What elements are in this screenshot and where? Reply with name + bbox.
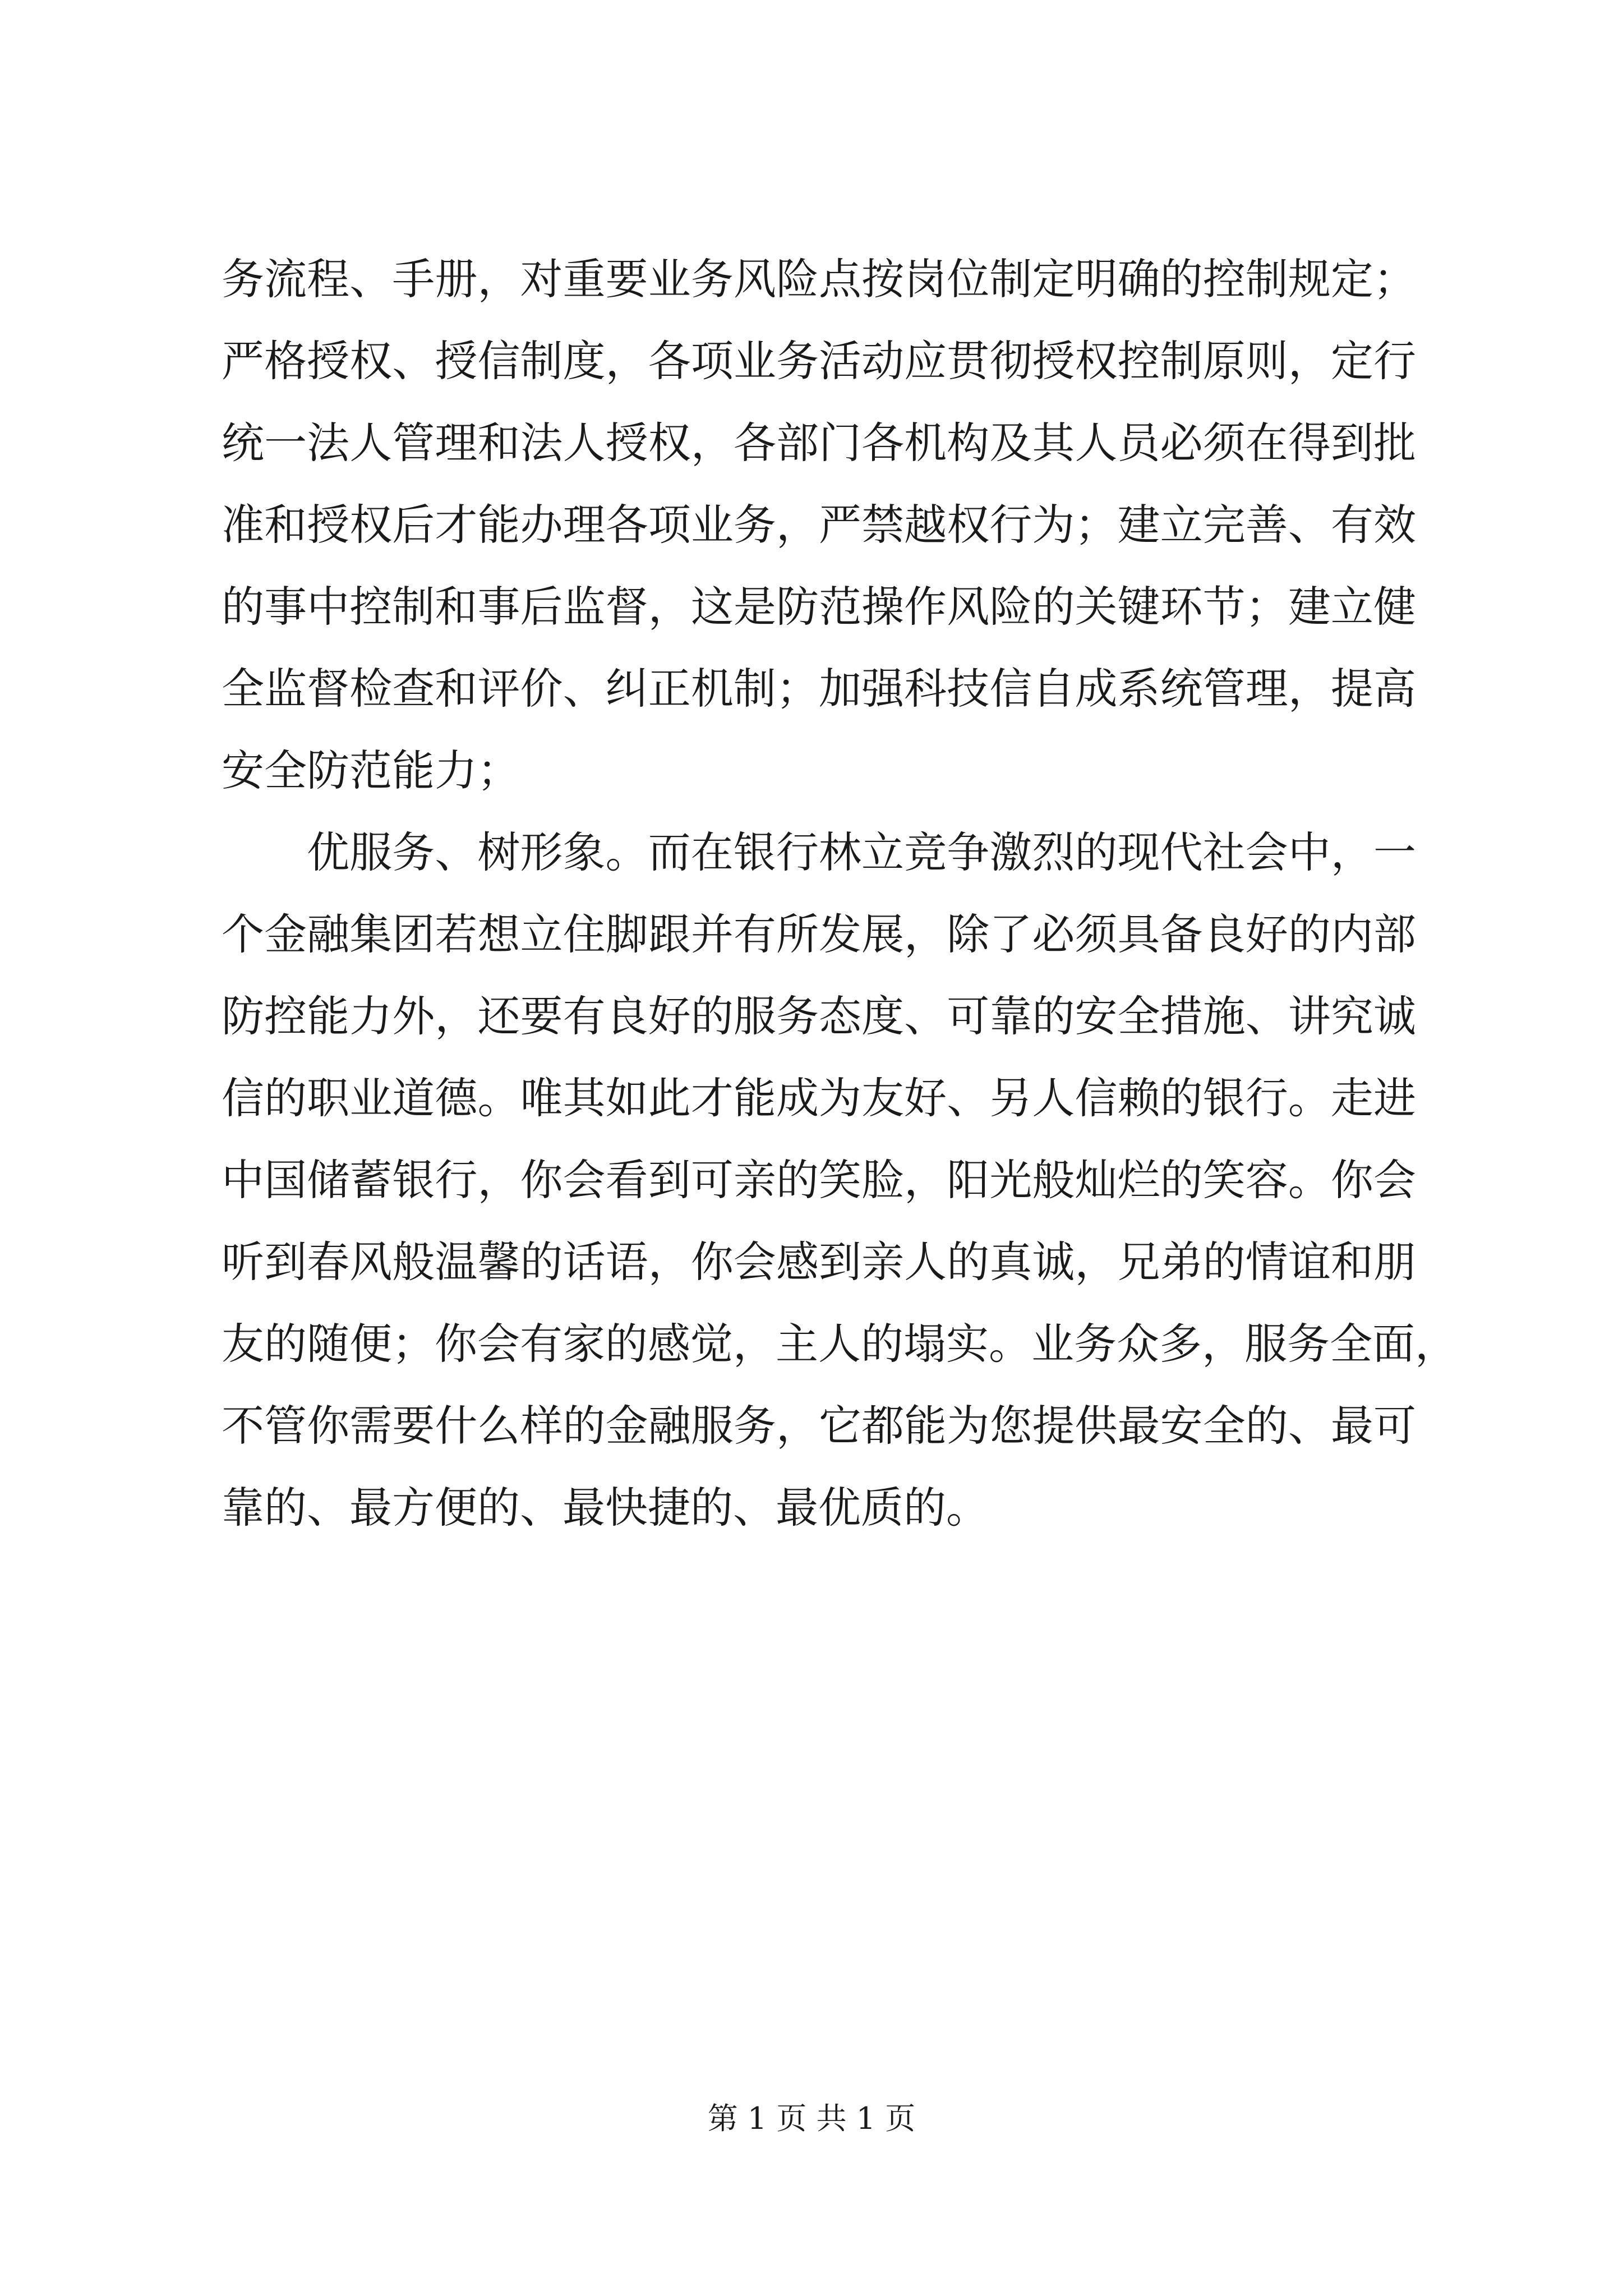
text-line: 安全防范能力；: [222, 746, 520, 795]
text-line: 靠的、最方便的、最快捷的、最优质的。: [222, 1483, 989, 1533]
text-line: 防控能力外，还要有良好的服务态度、可靠的安全措施、讲究诚: [222, 991, 1416, 1041]
text-line: 统一法人管理和法人授权，各部门各机构及其人员必须在得到批: [222, 418, 1416, 468]
text-line: 全监督检查和评价、纠正机制；加强科技信自成系统管理，提高: [222, 664, 1416, 714]
text-line: 个金融集团若想立住脚跟并有所发展，除了必须具备良好的内部: [222, 909, 1416, 959]
paragraph-1: [222, 238, 1416, 812]
text-line: 听到春风般温馨的话语，你会感到亲人的真诚，兄弟的情谊和朋: [222, 1237, 1416, 1287]
page-number-footer: 第 1 页 共 1 页: [707, 2101, 916, 2136]
text-line: 的事中控制和事后监督，这是防范操作风险的关键环节；建立健: [222, 582, 1416, 632]
document-body: [222, 238, 1458, 1549]
text-line: 严格授权、授信制度，各项业务活动应贯彻授权控制原则，定行: [222, 336, 1416, 386]
text-line: 务流程、手册，对重要业务风险点按岗位制定明确的控制规定；: [222, 254, 1416, 304]
paragraph-2: [222, 812, 1458, 1549]
text-line: 不管你需要什么样的金融服务，它都能为您提供最安全的、最可: [222, 1401, 1416, 1451]
text-line: 友的随便；你会有家的感觉，主人的塌实。业务众多，服务全面，: [222, 1319, 1458, 1369]
text-line: 准和授权后才能办理各项业务，严禁越权行为；建立完善、有效: [222, 500, 1416, 550]
text-line: 信的职业道德。唯其如此才能成为友好、另人信赖的银行。走进: [222, 1073, 1416, 1123]
text-line: 优服务、树形象。而在银行林立竞争激烈的现代社会中，一: [307, 827, 1416, 877]
text-line: 中国储蓄银行，你会看到可亲的笑脸，阳光般灿烂的笑容。你会: [222, 1155, 1416, 1205]
